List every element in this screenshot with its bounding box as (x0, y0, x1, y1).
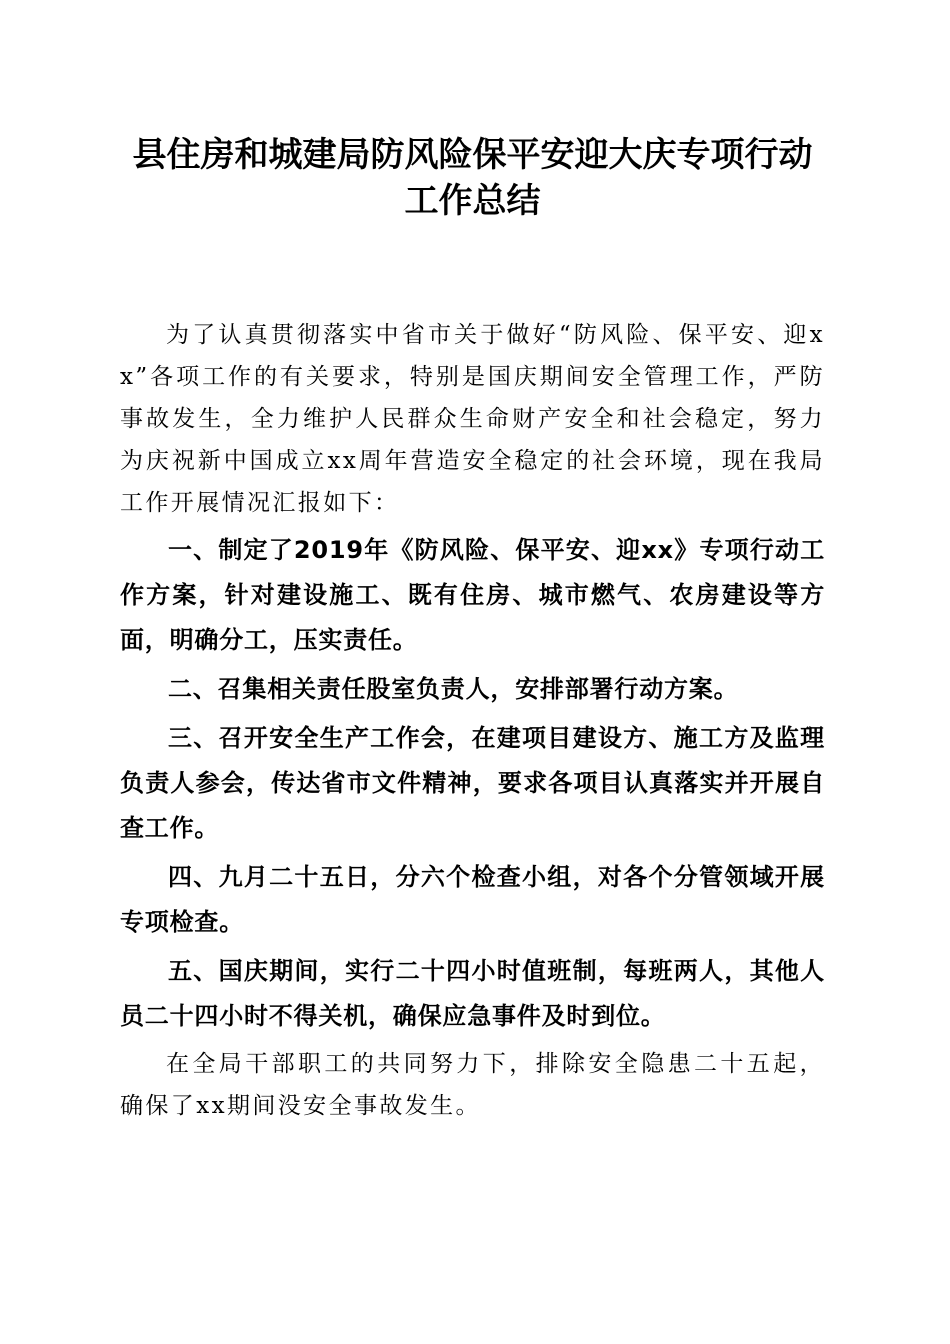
item-paragraph-1: 一、制定了2019年《防风险、保平安、迎xx》专项行动工作方案，针对建设施工、既有住房、城市燃气、农房建设等方面，明确分工，压实责任。 (120, 536, 825, 654)
item-paragraph-3: 三、召开安全生产工作会，在建项目建设方、施工方及监理负责人参会，传达省市文件精神，要求各项目认真落实并开展自查工作。 (120, 724, 825, 842)
item-paragraph-2: 二、召集相关责任股室负责人，安排部署行动方案。 (168, 675, 739, 703)
conclusion-paragraph: 在全局干部职工的共同努力下，排除安全隐患二十五起，确保了xx期间没安全事故发生。 (120, 1051, 825, 1119)
title-line-2: 工作总结 (404, 181, 541, 221)
document-title (120, 132, 825, 224)
title-line-1: 县住房和城建局防风险保平安迎大庆专项行动 (132, 135, 813, 175)
intro-paragraph: 为了认真贯彻落实中省市关于做好“防风险、保平安、迎xx”各项工作的有关要求，特别是国庆期间安全管理工作，严防事故发生，全力维护人民群众生命财产安全和社会稳定，努力为庆祝新中国成立xx周年营造安全稳定的社会环境，现在我局工作开展情况汇报如下： (120, 322, 825, 516)
item-paragraph-4: 四、九月二十五日，分六个检查小组，对各个分管领域开展专项检查。 (120, 863, 825, 936)
item-paragraph-5: 五、国庆期间，实行二十四小时值班制，每班两人，其他人员二十四小时不得关机，确保应急事件及时到位。 (120, 957, 825, 1030)
document-body (120, 314, 825, 1127)
document-page (120, 132, 825, 1127)
